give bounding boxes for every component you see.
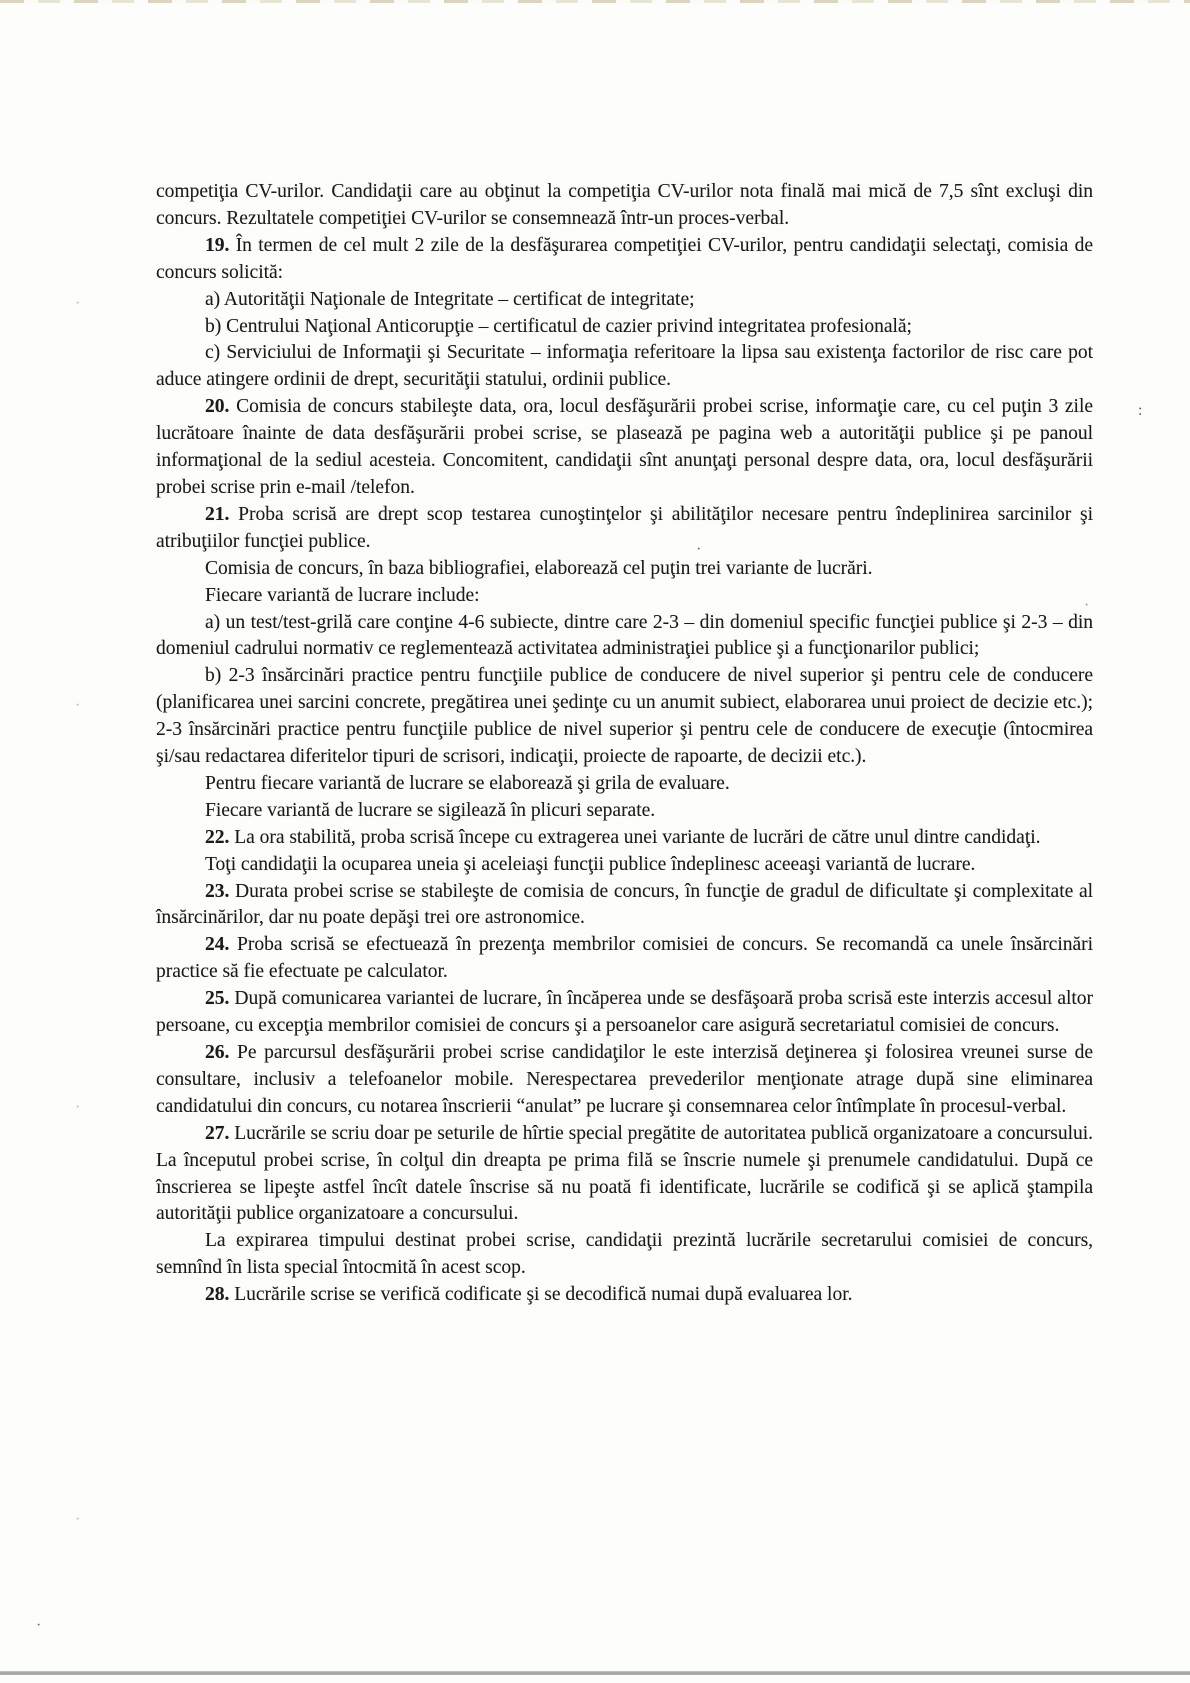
paragraph: Fiecare variantă de lucrare include: xyxy=(205,584,480,606)
paragraph: 24. Proba scrisă se efectuează în prezenţa membrilor comisiei de concurs. Se recomandă ca unele însărcinări practice să fie efectuate pe calculator. xyxy=(156,934,1093,983)
paragraph: 21. Proba scrisă are drept scop testarea cunoştinţelor şi abilităţilor necesare pentru îndeplinirea sarcinilor şi atribuţiilor funcţiei publice. xyxy=(156,503,1093,552)
paragraph: Toţi candidaţii la ocuparea uneia şi aceleiaşi funcţii publice îndeplinesc aceeaşi variantă de lucrare. xyxy=(205,853,976,875)
scan-speck: : xyxy=(1138,402,1143,419)
paragraph: 28. Lucrările scrise se verifică codificate şi se decodifică numai după evaluarea lor. xyxy=(205,1284,853,1306)
paragraph: b) Centrului Naţional Anticorupţie – certificatul de cazier privind integritatea profesională; xyxy=(205,315,912,337)
paragraph-number: 22. xyxy=(205,826,230,848)
scan-speck: · xyxy=(1084,597,1090,614)
paragraph: b) 2-3 însărcinări practice pentru funcţiile publice de conducere de nivel superior şi pentru cele de conducere (planificarea unei sarcini concrete, pregătirea unei şedinţe cu un anumit subiect, elaborarea unui proiect de decizie etc.); 2-3 însărcinări practice pentru funcţiile publice de nivel superior şi pentru cele de conducere de execuţie (întocmirea şi/sau redactarea diferitelor tipuri de scrisori, indicaţii, proiecte de rapoarte, de decizii etc.). xyxy=(156,665,1093,768)
paragraph-number: 25. xyxy=(205,988,230,1010)
scan-speck: · xyxy=(36,1617,42,1634)
scan-speck: · xyxy=(75,295,81,312)
paragraph: 23. Durata probei scrise se stabileşte de comisia de concurs, în funcţie de gradul de dificultate şi complexitate al însărcinărilor, dar nu poate depăşi trei ore astronomice. xyxy=(156,880,1093,929)
paragraph: 22. La ora stabilită, proba scrisă începe cu extragerea unei variante de lucrări de către unul dintre candidaţi. xyxy=(205,826,1041,848)
paragraph-number: 19. xyxy=(205,234,230,256)
paragraph: 19. În termen de cel mult 2 zile de la desfăşurarea competiţiei CV-urilor, pentru candidaţii selectaţi, comisia de concurs solicită: xyxy=(156,234,1093,283)
scan-speck: · xyxy=(75,697,81,714)
paragraph: 26. Pe parcursul desfăşurării probei scrise candidaţilor le este interzisă deţinerea şi folosirea vreunei surse de consultare, inclusiv a telefoanelor mobile. Nerespectarea prevederilor menţionate atrage după sine eliminarea candidatului din concurs, cu notarea înscrierii “anulat” pe lucrare şi consemnarea celor întîmplate în procesul-verbal. xyxy=(156,1042,1093,1117)
paragraph: Comisia de concurs, în baza bibliografiei, elaborează cel puţin trei variante de lucrări. xyxy=(205,557,873,579)
scan-speck: · xyxy=(75,1099,81,1116)
top-edge-scan-artifact xyxy=(0,0,1190,3)
paragraph-number: 20. xyxy=(205,396,230,418)
paragraph: La expirarea timpului destinat probei scrise, candidaţii prezintă lucrările secretarului comisiei de concurs, semnînd în lista special întocmită în acest scop. xyxy=(156,1230,1093,1279)
paragraph: a) un test/test-grilă care conţine 4-6 subiecte, dintre care 2-3 – din domeniul specific funcţiei publice şi 2-3 – din domeniul cadrului normativ ce reglementează activitatea administraţiei publice şi a funcţionarilor publici; xyxy=(156,611,1093,660)
bottom-scan-line xyxy=(0,1671,1190,1675)
paragraph-number: 26. xyxy=(205,1042,230,1063)
paragraph-number: 28. xyxy=(205,1284,230,1306)
scan-speck: · xyxy=(696,541,702,558)
paragraph-number: 21. xyxy=(205,503,230,525)
paragraph: competiţia CV-urilor. Candidaţii care au obţinut la competiţia CV-urilor nota finală mai mică de 7,5 sînt excluşi din concurs. Rezultatele competiţiei CV-urilor se consemnează într-un proces-verbal. xyxy=(156,181,1093,229)
paragraph: a) Autorităţii Naţionale de Integritate – certificat de integritate; xyxy=(205,288,695,310)
scan-speck: · xyxy=(75,1511,81,1528)
paragraph: c) Serviciului de Informaţii şi Securitate – informaţia referitoare la lipsa sau existenţa factorilor de risc care pot aduce atingere ordinii de drept, securităţii statului, ordinii publice. xyxy=(156,342,1093,391)
paragraph-number: 24. xyxy=(205,934,230,956)
paragraph: 20. Comisia de concurs stabileşte data, ora, locul desfăşurării probei scrise, informaţie care, cu cel puţin 3 zile lucrătoare înainte de data desfăşurării probei scrise, se plasează pe pagina web a autorităţii publice şi pe panoul informaţional de la sediul acesteia. Concomitent, candidaţii sînt anunţaţi personal despre data, ora, locul desfăşurării probei scrise prin e-mail /telefon. xyxy=(156,396,1093,498)
paragraph: Pentru fiecare variantă de lucrare se elaborează şi grila de evaluare. xyxy=(205,772,730,794)
paragraph-number: 23. xyxy=(205,880,230,902)
paragraph: 25. După comunicarea variantei de lucrare, în încăperea unde se desfăşoară proba scrisă este interzis accesul altor persoane, cu excepţia membrilor comisiei de concurs şi a persoanelor care asigură secretariatul comisiei de concurs. xyxy=(156,988,1093,1037)
document-text-block xyxy=(156,179,1093,1309)
paragraph-number: 27. xyxy=(205,1122,230,1144)
paragraph: 27. Lucrările se scriu doar pe seturile de hîrtie special pregătite de autoritatea publică organizatoare a concursului. La începutul probei scrise, în colţul din dreapta pe prima filă se înscrie numele şi prenumele candidatului. După ce înscrierea se lipeşte astfel încît datele înscrise să nu poată fi identificate, lucrările se codifică şi se aplică ştampila autorităţii publice organizatoare a concursului. xyxy=(156,1122,1093,1225)
paragraph: Fiecare variantă de lucrare se sigilează în plicuri separate. xyxy=(205,799,656,821)
